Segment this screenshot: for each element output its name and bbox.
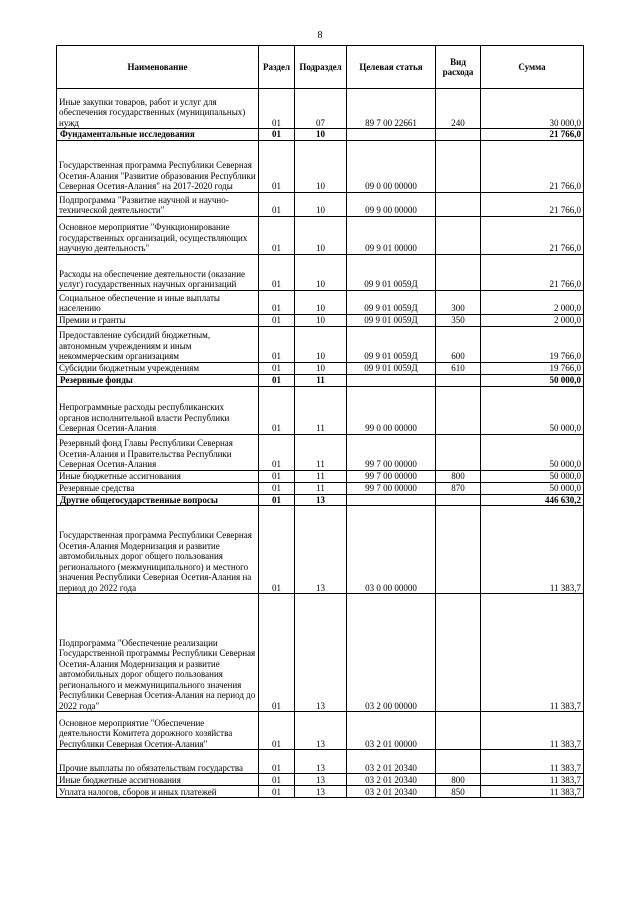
row-expense-type	[436, 494, 481, 506]
row-subsection: 11	[295, 482, 347, 494]
row-expense-type: 800	[436, 774, 481, 786]
row-amount: 19 766,0	[481, 362, 584, 374]
row-name: Резервный фонд Главы Республики Северная Осетия-Алания и Правительства Республики Северная Осетия-Алания	[57, 434, 259, 470]
row-subsection: 11	[295, 386, 347, 434]
row-subsection: 10	[295, 140, 347, 192]
table-row	[57, 470, 584, 482]
table-row	[57, 290, 584, 314]
row-expense-type	[436, 434, 481, 470]
row-subsection: 13	[295, 774, 347, 786]
row-section: 01	[259, 129, 295, 141]
row-amount: 2 000,0	[481, 314, 584, 326]
row-expense-type	[436, 712, 481, 750]
table-row	[57, 494, 584, 506]
row-amount: 50 000,0	[481, 386, 584, 434]
row-name: Основное мероприятие "Функционирование государственных организаций, осуществляющих научную деятельность"	[57, 216, 259, 254]
row-amount: 21 766,0	[481, 192, 584, 216]
row-section: 01	[259, 594, 295, 712]
row-subsection: 10	[295, 129, 347, 141]
row-name: Государственная программа Республики Северная Осетия-Алания "Развитие образования Республики Северная Осетия-Алания" на 2017-2020 годы	[57, 140, 259, 192]
row-amount: 19 766,0	[481, 326, 584, 362]
row-section: 01	[259, 774, 295, 786]
row-amount: 50 000,0	[481, 374, 584, 386]
row-expense-type: 350	[436, 314, 481, 326]
row-name: Иные закупки товаров, работ и услуг для обеспечения государственных (муниципальных) нужд	[57, 89, 259, 129]
row-name: Прочие выплаты по обязательствам государства	[57, 750, 259, 774]
row-expense-type	[436, 216, 481, 254]
row-expense-type: 610	[436, 362, 481, 374]
table-row	[57, 594, 584, 712]
page-number: 8	[317, 30, 323, 41]
row-amount: 11 383,7	[481, 506, 584, 594]
table-row	[57, 506, 584, 594]
row-target: 09 9 00 00000	[347, 192, 436, 216]
row-subsection: 11	[295, 470, 347, 482]
table-row	[57, 362, 584, 374]
row-target: 09 0 00 00000	[347, 140, 436, 192]
row-name: Иные бюджетные ассигнования	[57, 774, 259, 786]
table-row	[57, 712, 584, 750]
row-name: Непрограммные расходы республиканских органов исполнительной власти Республики Северная Осетия-Алания	[57, 386, 259, 434]
row-expense-type	[436, 506, 481, 594]
header-expense-type: Вид расхода	[436, 46, 481, 89]
row-section: 01	[259, 750, 295, 774]
row-target: 99 7 00 00000	[347, 470, 436, 482]
header-name: Наименование	[57, 46, 259, 89]
row-expense-type	[436, 594, 481, 712]
row-amount: 21 766,0	[481, 140, 584, 192]
row-section: 01	[259, 362, 295, 374]
row-section: 01	[259, 434, 295, 470]
header-subsection: Подраздел	[295, 46, 347, 89]
row-amount: 50 000,0	[481, 470, 584, 482]
table-row	[57, 216, 584, 254]
row-target: 09 9 01 0059Д	[347, 326, 436, 362]
row-amount: 21 766,0	[481, 129, 584, 141]
row-name: Подпрограмма "Обеспечение реализации Государственной программы Республики Северная Осетия-Алания Модернизация и развитие автомобильных дорог общего пользования регионального и межмуниципального значения Республики Северная Осетия-Алания на период до 2022 года"	[57, 594, 259, 712]
row-subsection: 13	[295, 786, 347, 798]
row-subsection: 13	[295, 712, 347, 750]
table-row	[57, 140, 584, 192]
row-amount: 446 630,2	[481, 494, 584, 506]
budget-table	[56, 45, 584, 798]
row-name: Премии и гранты	[57, 314, 259, 326]
row-subsection: 10	[295, 290, 347, 314]
row-target	[347, 374, 436, 386]
row-target	[347, 494, 436, 506]
row-target: 09 9 01 0059Д	[347, 362, 436, 374]
row-amount: 11 383,7	[481, 774, 584, 786]
row-subsection: 10	[295, 192, 347, 216]
row-subsection: 07	[295, 89, 347, 129]
row-expense-type	[436, 254, 481, 290]
row-name: Субсидии бюджетным учреждениям	[57, 362, 259, 374]
row-expense-type	[436, 192, 481, 216]
row-target: 89 7 00 22661	[347, 89, 436, 129]
table-row	[57, 482, 584, 494]
row-target: 09 9 01 00000	[347, 216, 436, 254]
table-row	[57, 774, 584, 786]
row-amount: 11 383,7	[481, 712, 584, 750]
row-amount: 11 383,7	[481, 750, 584, 774]
row-target: 09 9 01 0059Д	[347, 290, 436, 314]
row-amount: 11 383,7	[481, 786, 584, 798]
row-section: 01	[259, 494, 295, 506]
row-name: Государственная программа Республики Северная Осетия-Алания Модернизация и развитие автомобильных дорог общего пользования регионального (межмуниципального) и местного значения Республики Северная Осетия-Алания на период до 2022 года	[57, 506, 259, 594]
row-name: Иные бюджетные ассигнования	[57, 470, 259, 482]
row-target: 03 2 01 20340	[347, 750, 436, 774]
row-expense-type	[436, 374, 481, 386]
row-subsection: 10	[295, 254, 347, 290]
row-target: 03 2 01 00000	[347, 712, 436, 750]
table-header-row	[57, 46, 584, 89]
row-subsection: 11	[295, 434, 347, 470]
table-row	[57, 314, 584, 326]
row-target: 99 7 00 00000	[347, 434, 436, 470]
row-section: 01	[259, 470, 295, 482]
table-body	[57, 89, 584, 798]
row-name: Резервные средства	[57, 482, 259, 494]
row-target: 03 2 01 20340	[347, 786, 436, 798]
table-row	[57, 386, 584, 434]
row-amount: 21 766,0	[481, 254, 584, 290]
row-expense-type: 870	[436, 482, 481, 494]
row-section: 01	[259, 290, 295, 314]
row-section: 01	[259, 254, 295, 290]
row-target: 03 2 01 20340	[347, 774, 436, 786]
row-section: 01	[259, 314, 295, 326]
row-name: Другие общегосударственные вопросы	[57, 494, 259, 506]
row-subsection: 10	[295, 326, 347, 362]
table-row	[57, 254, 584, 290]
row-subsection: 13	[295, 594, 347, 712]
row-section: 01	[259, 192, 295, 216]
row-target: 03 0 00 00000	[347, 506, 436, 594]
table-row	[57, 434, 584, 470]
row-subsection: 13	[295, 750, 347, 774]
table-row	[57, 89, 584, 129]
row-section: 01	[259, 786, 295, 798]
row-expense-type: 600	[436, 326, 481, 362]
table-row	[57, 750, 584, 774]
row-section: 01	[259, 140, 295, 192]
row-expense-type: 300	[436, 290, 481, 314]
row-section: 01	[259, 326, 295, 362]
row-expense-type: 240	[436, 89, 481, 129]
table-row	[57, 374, 584, 386]
row-section: 01	[259, 482, 295, 494]
row-section: 01	[259, 216, 295, 254]
header-section: Раздел	[259, 46, 295, 89]
row-expense-type	[436, 140, 481, 192]
row-section: 01	[259, 89, 295, 129]
row-section: 01	[259, 374, 295, 386]
row-subsection: 10	[295, 314, 347, 326]
row-name: Фундаментальные исследования	[57, 129, 259, 141]
row-expense-type	[436, 386, 481, 434]
row-name: Подпрограмма "Развитие научной и научно-технической деятельности"	[57, 192, 259, 216]
header-amount: Сумма	[481, 46, 584, 89]
row-amount: 2 000,0	[481, 290, 584, 314]
row-expense-type	[436, 129, 481, 141]
row-target	[347, 129, 436, 141]
table-row	[57, 326, 584, 362]
row-target: 99 7 00 00000	[347, 482, 436, 494]
table-row	[57, 786, 584, 798]
table-row	[57, 129, 584, 141]
row-name: Расходы на обеспечение деятельности (оказание услуг) государственных научных организаций	[57, 254, 259, 290]
row-amount: 50 000,0	[481, 434, 584, 470]
row-subsection: 13	[295, 506, 347, 594]
row-section: 01	[259, 712, 295, 750]
row-section: 01	[259, 386, 295, 434]
row-amount: 50 000,0	[481, 482, 584, 494]
row-target: 09 9 01 0059Д	[347, 254, 436, 290]
row-amount: 21 766,0	[481, 216, 584, 254]
row-expense-type: 850	[436, 786, 481, 798]
row-section: 01	[259, 506, 295, 594]
row-amount: 11 383,7	[481, 594, 584, 712]
table-row	[57, 192, 584, 216]
row-subsection: 13	[295, 494, 347, 506]
row-expense-type: 800	[436, 470, 481, 482]
header-target: Целевая статья	[347, 46, 436, 89]
row-name: Предоставление субсидий бюджетным, автономным учреждениям и иным некоммерческим организациям	[57, 326, 259, 362]
row-target: 99 0 00 00000	[347, 386, 436, 434]
row-subsection: 10	[295, 216, 347, 254]
row-target: 03 2 00 00000	[347, 594, 436, 712]
row-expense-type	[436, 750, 481, 774]
row-amount: 30 000,0	[481, 89, 584, 129]
row-name: Уплата налогов, сборов и иных платежей	[57, 786, 259, 798]
row-subsection: 11	[295, 374, 347, 386]
row-target: 09 9 01 0059Д	[347, 314, 436, 326]
row-subsection: 10	[295, 362, 347, 374]
row-name: Резервные фонды	[57, 374, 259, 386]
row-name: Основное мероприятие "Обеспечение деятельности Комитета дорожного хозяйства Республики Северная Осетия-Алания"	[57, 712, 259, 750]
row-name: Социальное обеспечение и иные выплаты населению	[57, 290, 259, 314]
